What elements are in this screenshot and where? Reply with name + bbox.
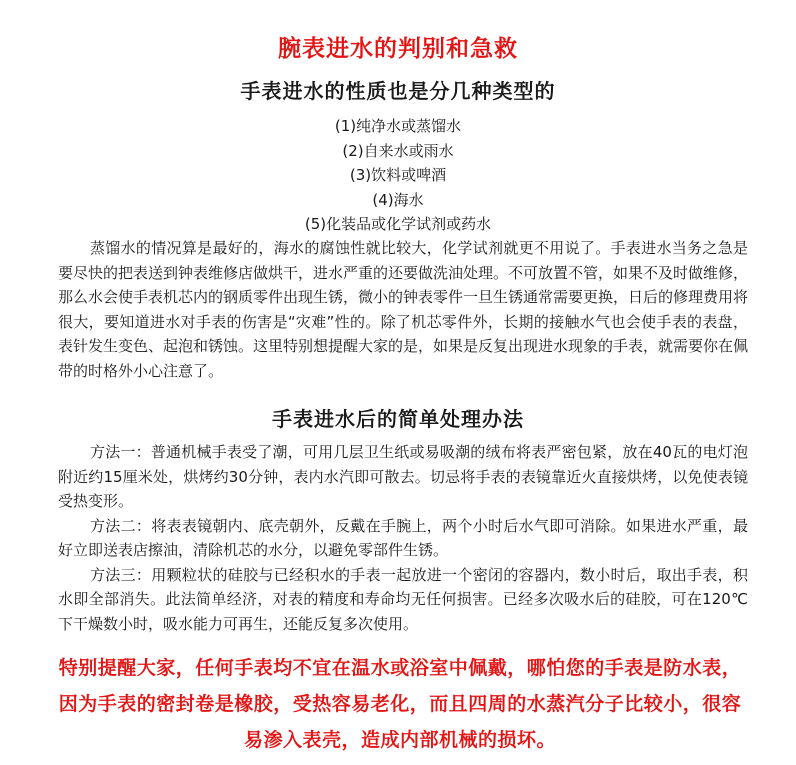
intro-paragraph: 蒸馏水的情况算是最好的，海水的腐蚀性就比较大，化学试剂就更不用说了。手表进水当务之急是要尽快的把表送到钟表维修店做烘干，进水严重的还要做洗油处理。不可放置不管，如果不及时做维修，那么水会使手表机芯内的钢质零件出现生锈，微小的钟表零件一旦生锈通常需要更换，日后的修理费用将很大，要知道进水对手表的伤害是“灾难”性的。除了机芯零件外，长期的接触水气也会使手表的表盘，表针发生变色、起泡和锈蚀。这里特别想提醒大家的是，如果是反复出现进水现象的手表，就需要你在佩带的时格外小心注意了。	[58, 239, 749, 380]
water-types-list	[0, 114, 796, 237]
section-heading-methods: 手表进水后的简单处理办法	[272, 407, 524, 431]
water-type-item: (4)海水	[372, 190, 424, 209]
warning-note: 特别提醒大家，任何手表均不宜在温水或浴室中佩戴，哪怕您的手表是防水表，因为手表的密封卷是橡胶，受热容易老化，而且四周的水蒸汽分子比较小，很容易渗入表壳，造成内部机械的损坏。	[58, 657, 742, 751]
method-item: 方法一：普通机械手表受了潮，可用几层卫生纸或易吸潮的绒布将表严密包紧，放在40瓦的电灯泡附近约15厘米处，烘烤约30分钟，表内水汽即可散去。切忌将手表的表镜靠近火直接烘烤，以免使表镜受热变形。	[58, 443, 748, 510]
water-type-item: (1)纯净水或蒸馏水	[334, 117, 462, 135]
page-title: 腕表进水的判别和急救	[278, 36, 518, 62]
method-item: 方法三：用颗粒状的硅胶与已经积水的手表一起放进一个密闭的容器内，数小时后，取出手表，积水即全部消失。此法简单经济，对表的精度和寿命均无任何损害。已经多次吸水后的硅胶，可在120℃下干燥数小时，吸水能力可再生，还能反复多次使用。	[58, 565, 748, 633]
section-heading-types: 手表进水的性质也是分几种类型的	[240, 79, 556, 103]
methods-block	[58, 440, 748, 636]
method-item: 方法二：将表表镜朝内、底壳朝外，反戴在手腕上，两个小时后水气即可消除。如果进水严重，最好立即送表店擦油，清除机芯的水分，以避免零部件生锈。	[58, 516, 748, 559]
water-type-item: (2)自来水或雨水	[342, 141, 454, 160]
water-type-item: (3)饮料或啤酒	[349, 166, 447, 184]
water-type-item: (5)化装品或化学试剂或药水	[304, 215, 492, 233]
